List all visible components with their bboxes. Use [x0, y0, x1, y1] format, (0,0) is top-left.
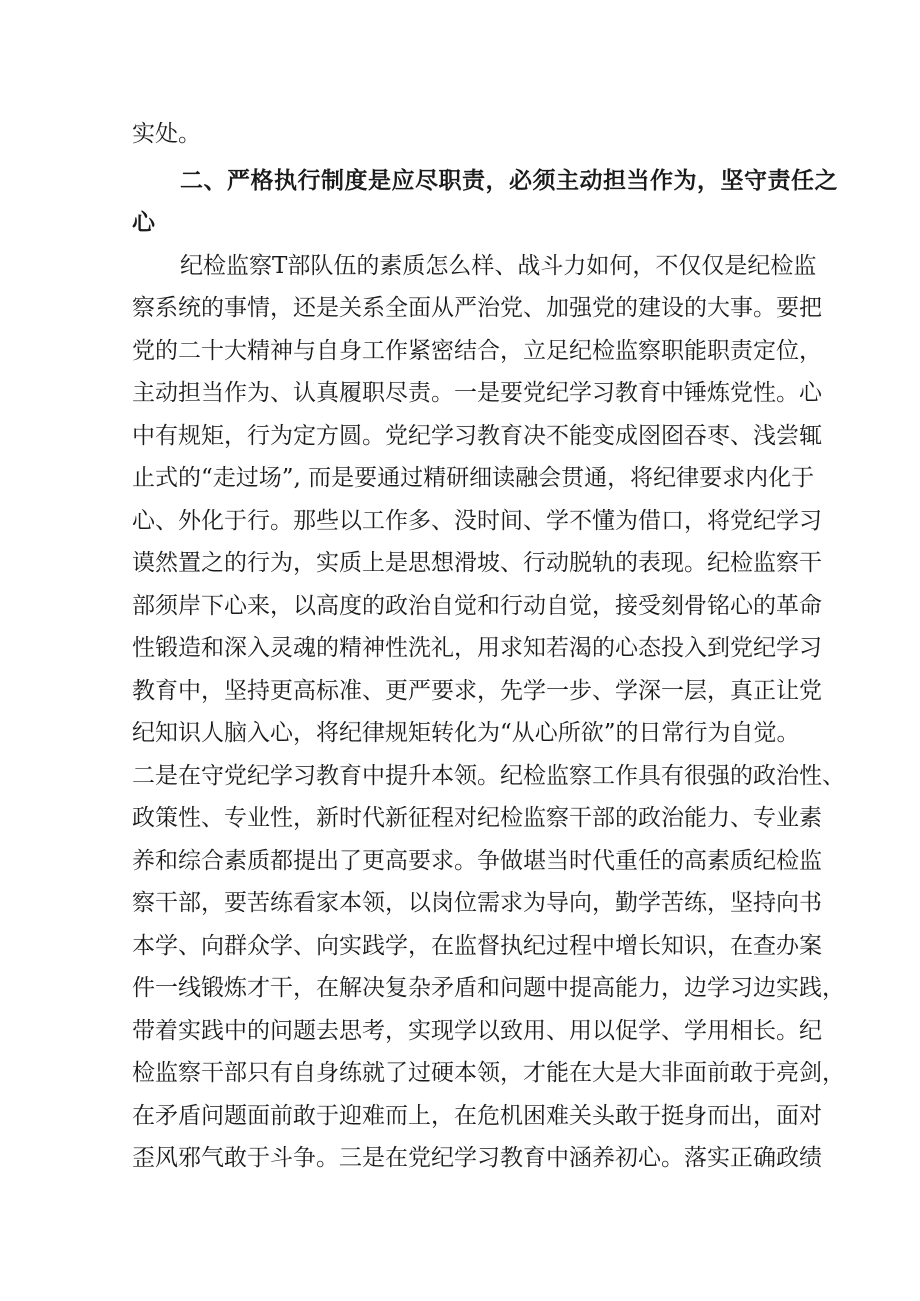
body-line: 性锻造和深入灵魂的精神性洗礼，用求知若渴的心态投入到党纪学习	[132, 635, 822, 661]
body-line: 带着实践中的问题去思考，实现学以致用、用以促学、学用相长。纪	[132, 1018, 822, 1044]
body-line: 纪知识人脑入心，将纪律规矩转化为“从心所欲”的日常行为自觉。	[132, 720, 800, 746]
body-line: 中有规矩，行为定方圆。党纪学习教育决不能变成囹囵吞枣、浅尝辄	[132, 423, 822, 449]
body-line: 歪风邪气敢于斗争。三是在党纪学习教育中涵养初心。落实正确政绩	[132, 1145, 822, 1171]
body-line: 纪检监察T部队伍的素质怎么样、战斗力如何，不仅仅是纪检监	[180, 253, 817, 279]
body-line: 本学、向群众学、向实践学，在监督执纪过程中增长知识，在查办案	[132, 933, 822, 959]
body-line: 实处。	[132, 121, 201, 147]
body-line: 党的二十大精神与自身工作紧密结合，立足纪检监察职能职责定位，	[132, 338, 822, 364]
body-line: 政策性、专业性，新时代新征程对纪检监察干部的政治能力、专业素	[132, 805, 822, 831]
section-heading-continued: 心	[132, 210, 156, 236]
body-line: 检监察干部只有自身练就了过硬本领，才能在大是大非面前敢于亮剑，	[132, 1060, 845, 1086]
body-line: 察系统的事情，还是关系全面从严治党、加强党的建设的大事。要把	[132, 295, 822, 321]
body-line: 心、外化于行。那些以工作多、没时间、学不懂为借口，将党纪学习	[132, 508, 822, 534]
body-line: 谟然置之的行为，实质上是思想滑坡、行动脱轨的表现。纪检监察干	[132, 550, 822, 576]
body-line: 在矛盾问题面前敢于迎难而上，在危机困难关头敢于挺身而出，面对	[132, 1103, 822, 1129]
body-line: 止式的“走过场”, 而是要通过精研细读融会贯通，将纪律要求内化于	[132, 465, 815, 491]
body-line: 教育中，坚持更高标准、更严要求，先学一步、学深一层，真正让党	[132, 678, 822, 704]
body-line: 件一线锻炼才干，在解决复杂矛盾和问题中提高能力，边学习边实践，	[132, 975, 845, 1001]
body-line: 养和综合素质都提出了更高要求。争做堪当时代重任的高素质纪检监	[132, 848, 822, 874]
body-line: 部须岸下心来，以高度的政治自觉和行动自觉，接受刻骨铭心的革命	[132, 593, 822, 619]
section-heading: 二、严格执行制度是应尽职责，必须主动担当作为，坚守责任之	[180, 168, 838, 194]
body-line: 察干部，要苦练看家本领，以岗位需求为导向，勤学苦练，坚持向书	[132, 890, 822, 916]
body-line: 主动担当作为、认真履职尽责。一是要党纪学习教育中锤炼党性。心	[132, 380, 822, 406]
body-line: 二是在守党纪学习教育中提升本领。纪检监察工作具有很强的政治性、	[132, 763, 845, 789]
